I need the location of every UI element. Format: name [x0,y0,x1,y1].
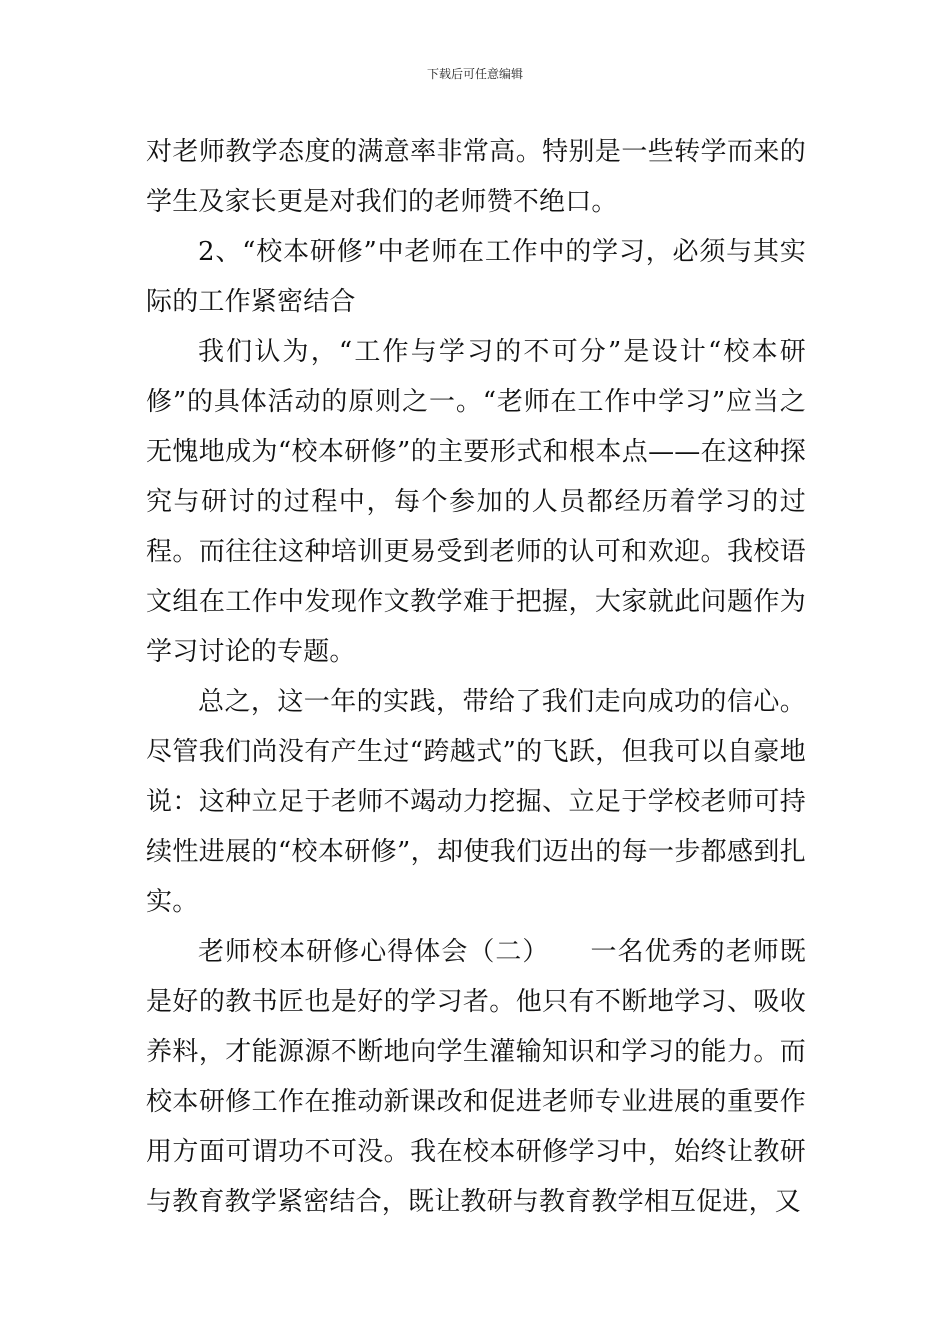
paragraph-5: 老师校本研修心得体会（二） 一名优秀的老师既是好的教书匠也是好的学习者。他只有不断地学习、吸收养料，才能源源不断地向学生灌输知识和学习的能力。而校本研修工作在推动新课改和促进老师专业进展的重要作用方面可谓功不可没。我在校本研修学习中，始终让教研与教育教学紧密结合，既让教研与教育教学相互促进，又 [146,937,806,1217]
paragraph-2-heading: 2、“校本研修”中老师在工作中的学习，必须与其实际的工作紧密结合 [146,237,806,317]
paragraph-1: 对老师教学态度的满意率非常高。特别是一些转学而来的学生及家长更是对我们的老师赞不绝口。 [146,137,806,217]
paragraph-4: 总之，这一年的实践，带给了我们走向成功的信心。尽管我们尚没有产生过“跨越式”的飞跃，但我可以自豪地说：这种立足于老师不竭动力挖掘、立足于学校老师可持续性进展的“校本研修”，却使我们迈出的每一步都感到扎实。 [146,687,806,917]
document-body [146,127,806,1227]
paragraph-3: 我们认为，“工作与学习的不可分”是设计“校本研修”的具体活动的原则之一。“老师在工作中学习”应当之无愧地成为“校本研修”的主要形式和根本点——在这种探究与研讨的过程中，每个参加的人员都经历着学习的过程。而往往这种培训更易受到老师的认可和欢迎。我校语文组在工作中发现作文教学难于把握，大家就此问题作为学习讨论的专题。 [146,337,806,667]
page-header: 下载后可任意编辑 [426,67,523,81]
